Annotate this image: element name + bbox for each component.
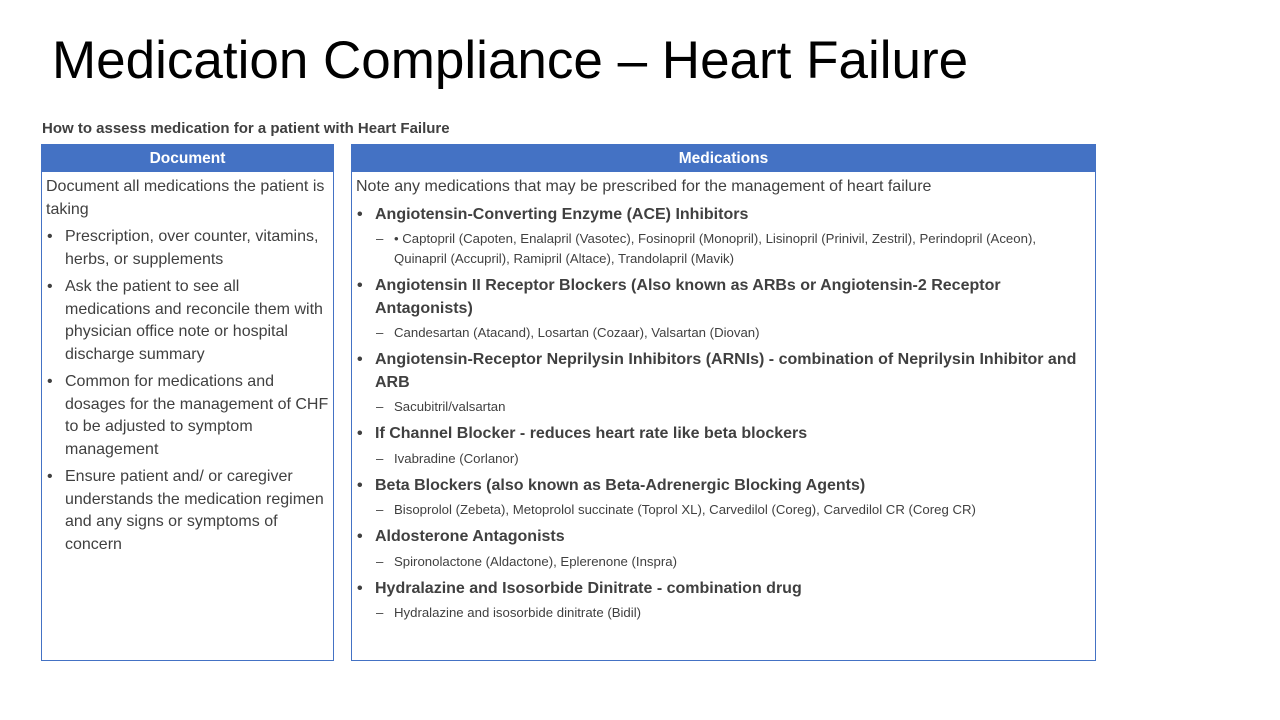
document-panel-header: Document <box>42 145 333 172</box>
medication-group <box>356 475 1091 521</box>
medication-class-label: Angiotensin II Receptor Blockers (Also known as ARBs or Angiotensin-2 Receptor Antagonists) <box>375 277 1001 317</box>
dash-icon: – <box>376 450 384 466</box>
document-panel <box>41 144 334 661</box>
medication-detail-text: Ivabradine (Corlanor) <box>394 450 519 466</box>
document-panel-body <box>42 172 333 556</box>
medication-class <box>356 526 1091 549</box>
medication-class-label: Angiotensin-Converting Enzyme (ACE) Inhibitors <box>375 205 749 223</box>
medication-detail-text: • Captopril (Capoten, Enalapril (Vasotec), Fosinopril (Monopril), Lisinopril (Prinivil, Zestril), Perindopril (Aceon), Quinapril (Accupril), Ramipril (Altace), Trandolapril (Mavik) <box>394 231 1036 266</box>
bullet-icon: • <box>357 579 363 597</box>
medication-class <box>356 275 1091 320</box>
medication-class <box>356 475 1091 498</box>
dash-icon: – <box>376 399 384 414</box>
list-item <box>46 371 329 461</box>
medication-class <box>356 423 1091 446</box>
medication-group <box>356 275 1091 343</box>
medication-group <box>356 526 1091 572</box>
medication-group <box>356 349 1091 417</box>
medication-detail <box>356 397 1091 417</box>
medication-detail-text: Bisoprolol (Zebeta), Metoprolol succinate (Toprol XL), Carvedilol (Coreg), Carvedilol CR (Coreg CR) <box>394 502 976 517</box>
slide-title: Medication Compliance – Heart Failure <box>52 31 969 90</box>
medication-class-label: Beta Blockers (also known as Beta-Adrenergic Blocking Agents) <box>375 476 866 494</box>
list-item-text: Common for medications and dosages for the management of CHF to be adjusted to symptom management <box>65 373 329 458</box>
medication-detail-text: Candesartan (Atacand), Losartan (Cozaar), Valsartan (Diovan) <box>394 325 760 340</box>
medication-group <box>356 423 1091 469</box>
medication-detail <box>356 603 1091 623</box>
medication-detail <box>356 500 1091 520</box>
bullet-icon: • <box>47 468 53 485</box>
bullet-icon: • <box>357 528 363 545</box>
list-item-text: Ask the patient to see all medications and reconcile them with physician office note or hospital discharge summary <box>65 278 323 363</box>
dash-icon: – <box>376 231 384 246</box>
medication-class <box>356 349 1091 394</box>
medication-detail-text: Hydralazine and isosorbide dinitrate (Bidil) <box>394 605 642 620</box>
list-item <box>46 466 329 556</box>
bullet-icon: • <box>357 351 363 368</box>
list-item <box>46 276 329 366</box>
list-item <box>46 226 329 271</box>
medication-detail <box>356 229 1091 269</box>
medication-class-label: Hydralazine and Isosorbide Dinitrate - combination drug <box>375 579 802 597</box>
medication-detail <box>356 323 1091 343</box>
slide-subtitle: How to assess medication for a patient with Heart Failure <box>42 120 450 137</box>
list-item-text: Prescription, over counter, vitamins, herbs, or supplements <box>65 228 319 268</box>
bullet-icon: • <box>47 373 53 390</box>
medication-detail-text: Sacubitril/valsartan <box>394 399 506 414</box>
dash-icon: – <box>376 325 384 340</box>
bullet-icon: • <box>357 205 363 223</box>
medications-intro: Note any medications that may be prescribed for the management of heart failure <box>356 178 932 195</box>
bullet-icon: • <box>47 228 53 245</box>
medication-group <box>356 578 1091 624</box>
document-list <box>46 226 329 556</box>
dash-icon: – <box>376 605 384 620</box>
dash-icon: – <box>376 553 384 569</box>
list-item-text: Ensure patient and/ or caregiver understands the medication regimen and any signs or symptoms of concern <box>65 468 324 553</box>
medication-detail-text: Spironolactone (Aldactone), Eplerenone (Inspra) <box>394 553 677 569</box>
medication-group <box>356 204 1091 270</box>
medication-class-label: If Channel Blocker - reduces heart rate like beta blockers <box>375 425 808 442</box>
medication-class <box>356 204 1091 227</box>
medication-class <box>356 578 1091 601</box>
medication-detail <box>356 552 1091 572</box>
medications-panel <box>351 144 1096 661</box>
medications-panel-header: Medications <box>352 145 1095 172</box>
medications-panel-body <box>352 172 1095 623</box>
medication-detail <box>356 449 1091 469</box>
medication-class-label: Angiotensin-Receptor Neprilysin Inhibitors (ARNIs) - combination of Neprilysin Inhibitor and ARB <box>375 351 1077 391</box>
bullet-icon: • <box>357 425 363 442</box>
bullet-icon: • <box>357 277 363 294</box>
bullet-icon: • <box>357 476 363 494</box>
document-intro: Document all medications the patient is taking <box>46 178 325 218</box>
dash-icon: – <box>376 502 384 517</box>
medication-class-label: Aldosterone Antagonists <box>375 528 565 545</box>
bullet-icon: • <box>47 278 53 295</box>
